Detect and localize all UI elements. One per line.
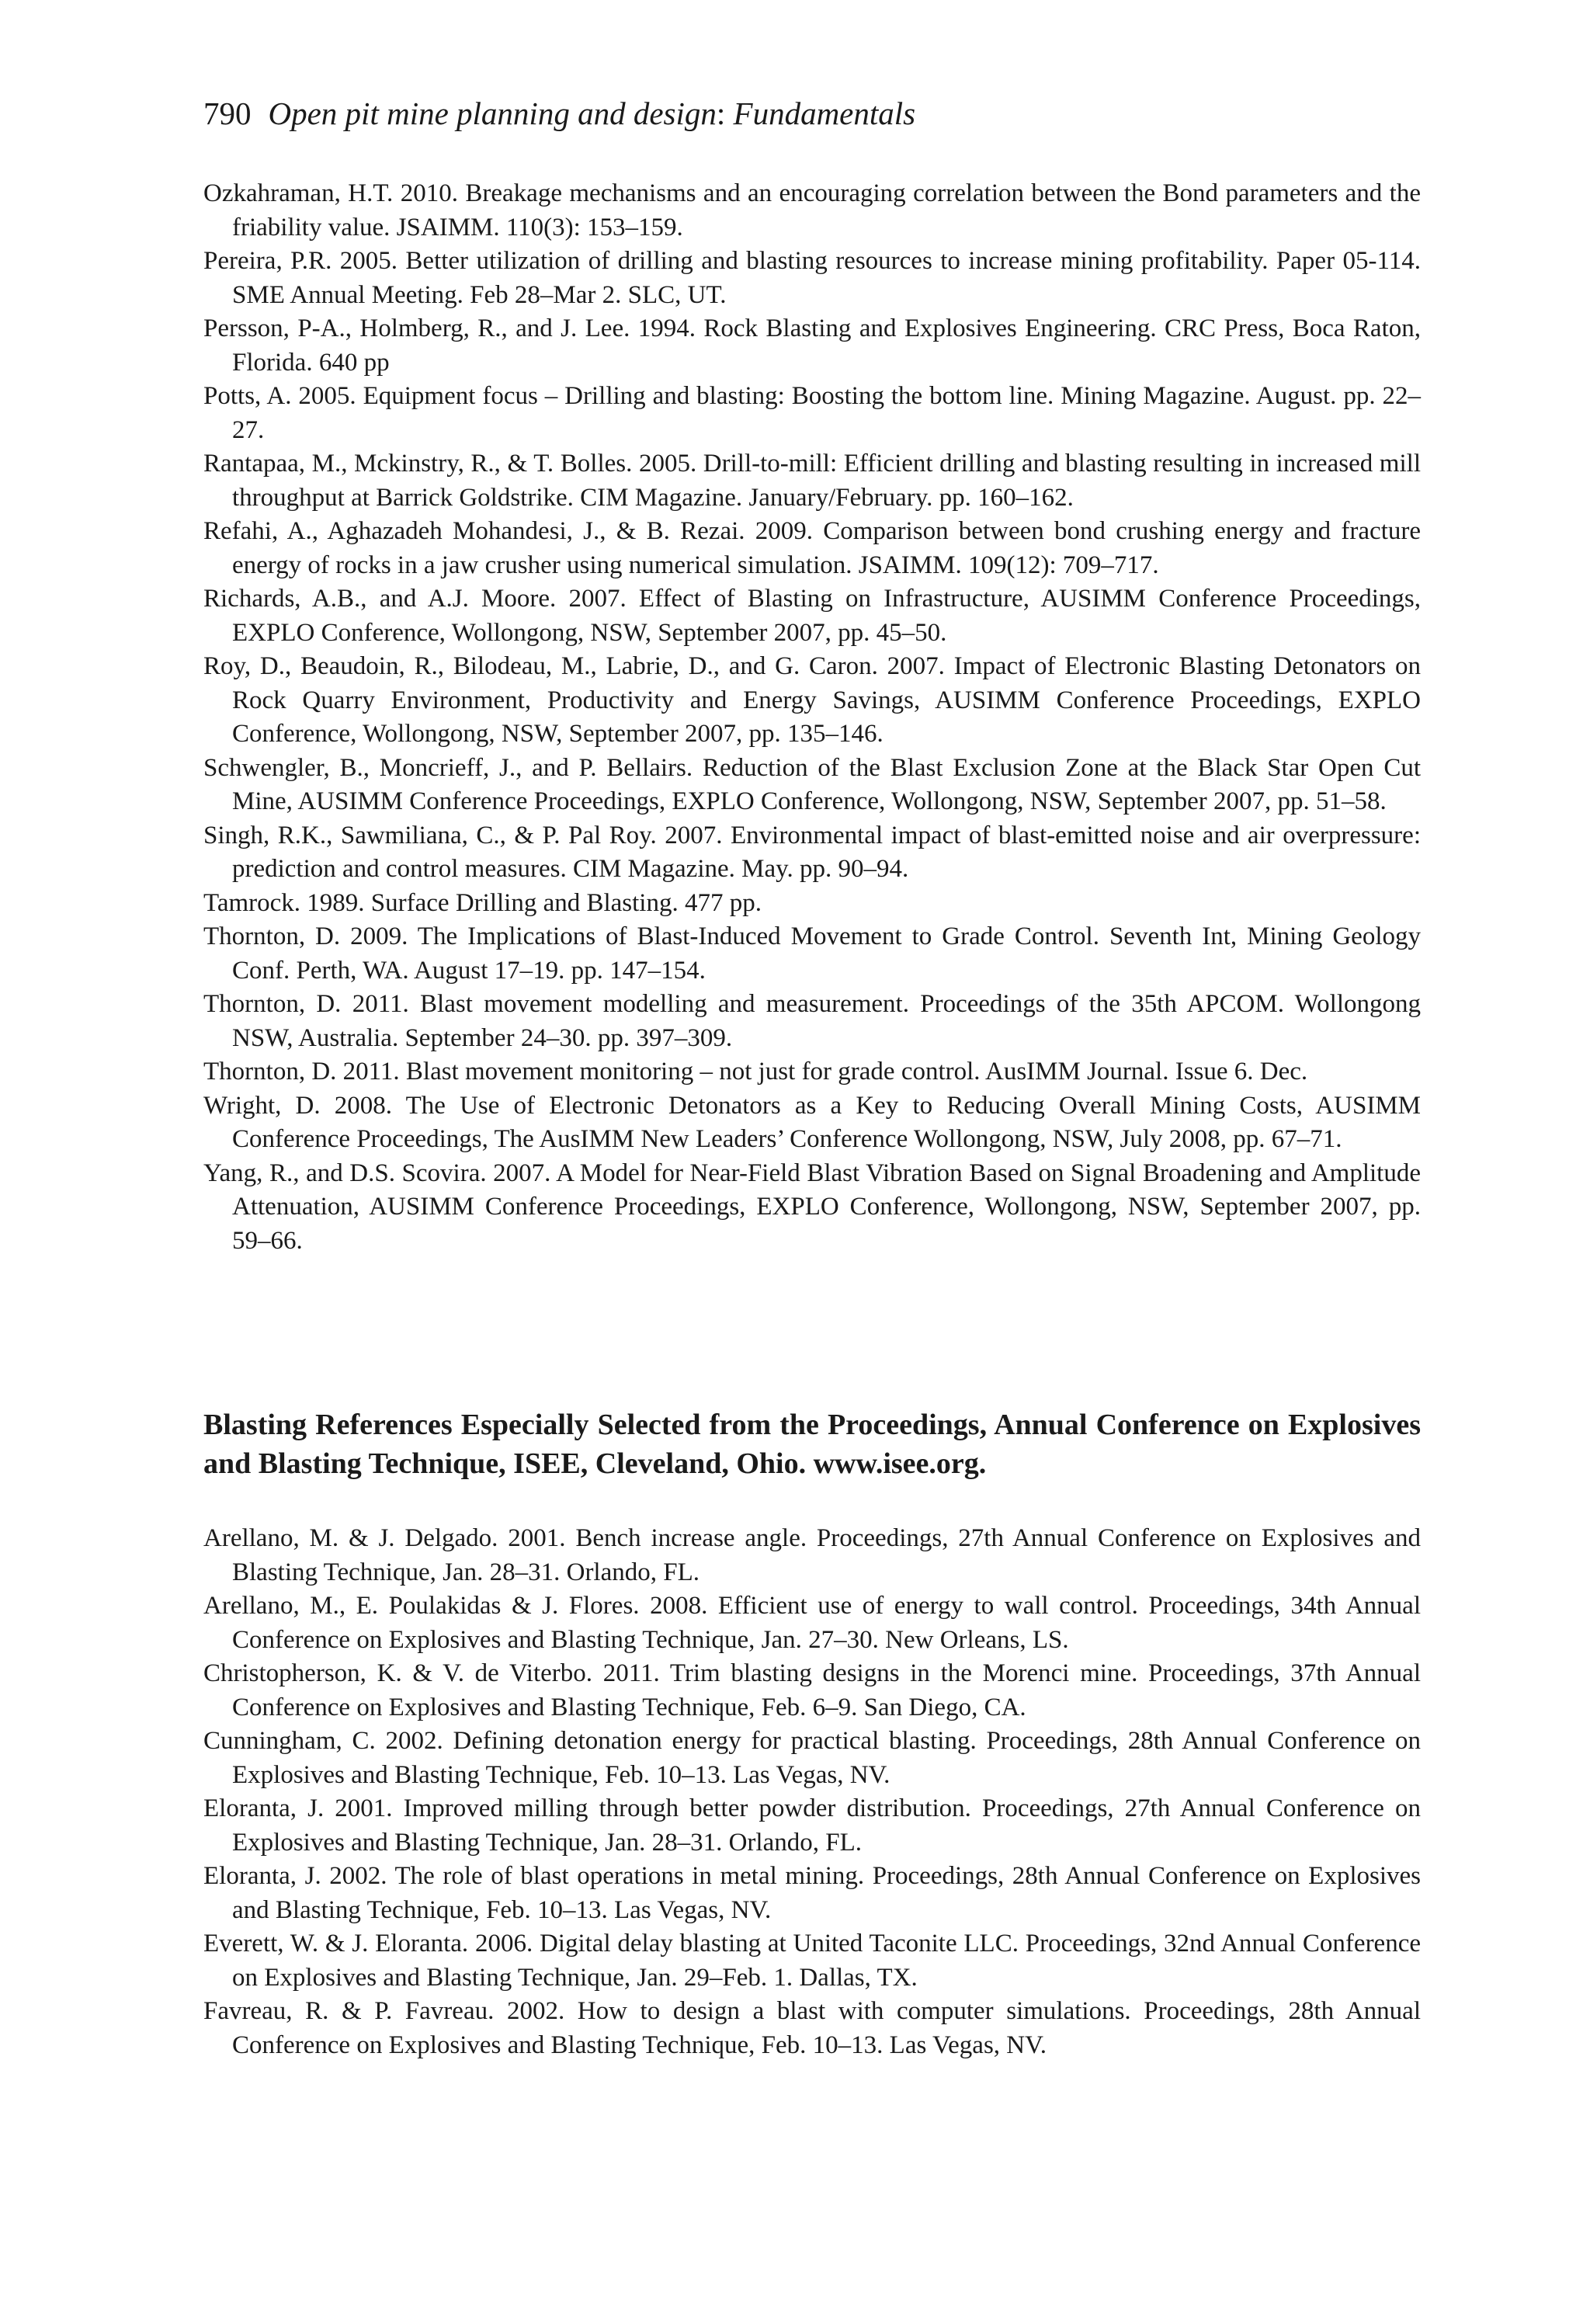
reference-item: Everett, W. & J. Eloranta. 2006. Digital delay blasting at United Taconite LLC. Proceedings, 32nd Annual Conference on Explosives and Blasting Technique, Jan. 29–Feb. 1. Dallas, TX. (203, 1930, 1421, 1992)
reference-item: Rantapaa, M., Mckinstry, R., & T. Bolles. 2005. Drill-to-mill: Efficient drilling and blasting resulting in increased mill throughput at Barrick Goldstrike. CIM Magazine. January/February. pp. 160–162. (203, 450, 1421, 512)
reference-item: Potts, A. 2005. Equipment focus – Drilling and blasting: Boosting the bottom line. Mining Magazine. August. pp. 22–27. (203, 382, 1421, 444)
reference-item: Thornton, D. 2011. Blast movement monitoring – not just for grade control. AusIMM Journal. Issue 6. Dec. (203, 1058, 1308, 1086)
book-title-main: Open pit mine planning and design (268, 96, 717, 131)
reference-item: Arellano, M. & J. Delgado. 2001. Bench increase angle. Proceedings, 27th Annual Conference on Explosives and Blasting Technique, Jan. 28–31. Orlando, FL. (203, 1524, 1421, 1586)
section-heading: Blasting References Especially Selected from the Proceedings, Annual Conference on Explosives and Blasting Technique, ISEE, Cleveland, Ohio. www.isee.org. (203, 1409, 1421, 1480)
reference-item: Thornton, D. 2009. The Implications of Blast-Induced Movement to Grade Control. Seventh Int, Mining Geology Conf. Perth, WA. August 17–19. pp. 147–154. (203, 922, 1421, 985)
reference-item: Eloranta, J. 2001. Improved milling through better powder distribution. Proceedings, 27th Annual Conference on Explosives and Blasting Technique, Jan. 28–31. Orlando, FL. (203, 1794, 1421, 1857)
book-title-separator: : (716, 96, 734, 131)
reference-item: Ozkahraman, H.T. 2010. Breakage mechanisms and an encouraging correlation between the Bond parameters and the friability value. JSAIMM. 110(3): 153–159. (203, 179, 1421, 241)
reference-list-isee (203, 1522, 1421, 2062)
reference-item: Persson, P-A., Holmberg, R., and J. Lee. 1994. Rock Blasting and Explosives Engineering. CRC Press, Boca Raton, Florida. 640 pp (203, 314, 1421, 377)
reference-item: Pereira, P.R. 2005. Better utilization of drilling and blasting resources to increase mining profitability. Paper 05-114. SME Annual Meeting. Feb 28–Mar 2. SLC, UT. (203, 247, 1421, 309)
reference-item: Roy, D., Beaudoin, R., Bilodeau, M., Labrie, D., and G. Caron. 2007. Impact of Electronic Blasting Detonators on Rock Quarry Environment, Productivity and Energy Savings, AUSIMM Conference Proceedings, EXPLO Conference, Wollongong, NSW, September 2007, pp. 135–146. (203, 652, 1421, 748)
reference-item: Cunningham, C. 2002. Defining detonation energy for practical blasting. Proceedings, 28th Annual Conference on Explosives and Blasting Technique, Feb. 10–13. Las Vegas, NV. (203, 1727, 1421, 1789)
reference-item: Schwengler, B., Moncrieff, J., and P. Bellairs. Reduction of the Blast Exclusion Zone at the Black Star Open Cut Mine, AUSIMM Conference Proceedings, EXPLO Conference, Wollongong, NSW, September 2007, pp. 51–58. (203, 753, 1421, 815)
running-head (203, 90, 915, 137)
reference-list-general (203, 177, 1421, 1258)
reference-item: Tamrock. 1989. Surface Drilling and Blasting. 477 pp. (203, 888, 762, 917)
page-number: 790 (203, 96, 252, 131)
reference-item: Thornton, D. 2011. Blast movement modelling and measurement. Proceedings of the 35th APCOM. Wollongong NSW, Australia. September 24–30. pp. 397–309. (203, 990, 1421, 1052)
reference-item: Singh, R.K., Sawmiliana, C., & P. Pal Roy. 2007. Environmental impact of blast-emitted noise and air overpressure: prediction and control measures. CIM Magazine. May. pp. 90–94. (203, 821, 1421, 883)
reference-item: Yang, R., and D.S. Scovira. 2007. A Model for Near-Field Blast Vibration Based on Signal Broadening and Amplitude Attenuation, AUSIMM Conference Proceedings, EXPLO Conference, Wollongong, NSW, September 2007, pp. 59–66. (203, 1159, 1421, 1255)
reference-item: Christopherson, K. & V. de Viterbo. 2011. Trim blasting designs in the Morenci mine. Proceedings, 37th Annual Conference on Explosives and Blasting Technique, Feb. 6–9. San Diego, CA. (203, 1659, 1421, 1721)
reference-item: Wright, D. 2008. The Use of Electronic Detonators as a Key to Reducing Overall Mining Costs, AUSIMM Conference Proceedings, The AusIMM New Leaders’ Conference Wollongong, NSW, July 2008, pp. 67–71. (203, 1091, 1421, 1153)
reference-item: Richards, A.B., and A.J. Moore. 2007. Effect of Blasting on Infrastructure, AUSIMM Conference Proceedings, EXPLO Conference, Wollongong, NSW, September 2007, pp. 45–50. (203, 585, 1421, 647)
reference-item: Favreau, R. & P. Favreau. 2002. How to design a blast with computer simulations. Proceedings, 28th Annual Conference on Explosives and Blasting Technique, Feb. 10–13. Las Vegas, NV. (203, 1997, 1421, 2059)
book-volume: Fundamentals (733, 96, 916, 131)
reference-item: Eloranta, J. 2002. The role of blast operations in metal mining. Proceedings, 28th Annual Conference on Explosives and Blasting Technique, Feb. 10–13. Las Vegas, NV. (203, 1862, 1421, 1924)
book-title (269, 96, 916, 131)
reference-item: Arellano, M., E. Poulakidas & J. Flores. 2008. Efficient use of energy to wall control. Proceedings, 34th Annual Conference on Explosives and Blasting Technique, Jan. 27–30. New Orleans, LS. (203, 1592, 1421, 1654)
reference-item: Refahi, A., Aghazadeh Mohandesi, J., & B. Rezai. 2009. Comparison between bond crushing energy and fracture energy of rocks in a jaw crusher using numerical simulation. JSAIMM. 109(12): 709–717. (203, 517, 1421, 579)
